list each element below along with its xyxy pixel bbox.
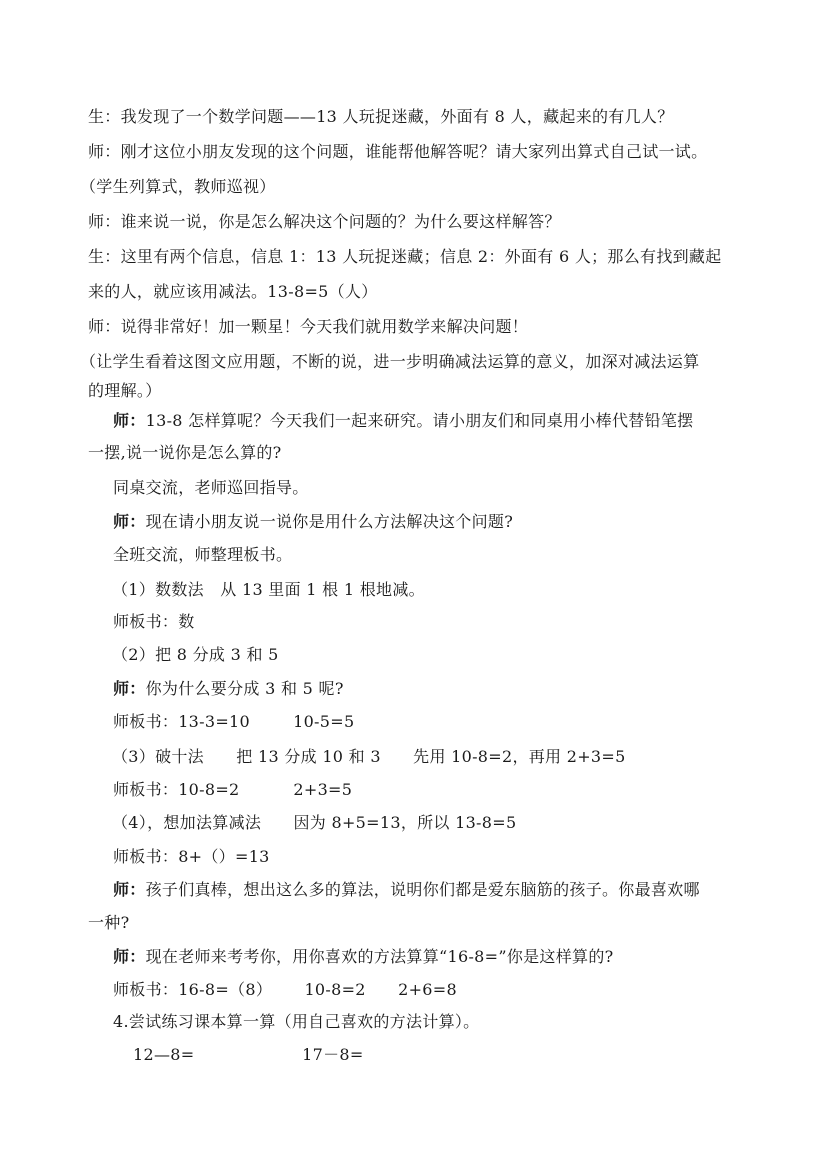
text-line: 师板书：16-8=（8） 10-8=2 2+6=8 xyxy=(113,980,457,999)
text-line: 师：你为什么要分成 3 和 5 呢? xyxy=(113,679,344,698)
text-line: 师板书：10-8=2 2+3=5 xyxy=(113,780,353,799)
text-line: 同桌交流，老师巡回指导。 xyxy=(113,478,309,497)
text-line: 12—8= 17－8= xyxy=(133,1045,364,1064)
text-line: （学生列算式，教师巡视） xyxy=(80,177,276,196)
text-line: 师板书：8+（）=13 xyxy=(113,847,270,866)
text-line: （让学生看着这图文应用题，不断的说，进一步明确减法运算的意义，加深对减法运算 xyxy=(80,352,700,371)
text-line: 师：13-8 怎样算呢？今天我们一起来研究。请小朋友们和同桌用小棒代替铅笔摆 xyxy=(113,411,694,430)
text-line: 师：孩子们真棒，想出这么多的算法，说明你们都是爱东脑筋的孩子。你最喜欢哪 xyxy=(113,880,700,899)
text-line: 一摆,说一说你是怎么算的? xyxy=(88,443,282,462)
text-line: 师板书：数 xyxy=(113,612,195,631)
text-line: （4），想加法算减法 因为 8+5=13，所以 13-8=5 xyxy=(112,813,517,832)
text-line: 全班交流，师整理板书。 xyxy=(113,545,293,564)
text-line: （3）破十法 把 13 分成 10 和 3 先用 10-8=2，再用 2+3=5 xyxy=(112,747,626,766)
text-line: 师：谁来说一说，你是怎么解决这个问题的？为什么要这样解答？ xyxy=(88,212,561,231)
text-line: 一种? xyxy=(88,913,130,932)
text-line: 4.尝试练习课本算一算（用自己喜欢的方法计算）。 xyxy=(113,1012,480,1031)
text-line: 生：我发现了一个数学问题——13 人玩捉迷藏，外面有 8 人，藏起来的有几人？ xyxy=(88,107,674,126)
text-line: 的理解。） xyxy=(88,381,162,400)
text-line: 师：现在老师来考考你，用你喜欢的方法算算“16-8=”你是这样算的? xyxy=(113,947,614,966)
text-line: 来的人，就应该用减法。13-8=5（人） xyxy=(88,282,378,301)
text-line: 师：刚才这位小朋友发现的这个问题，谁能帮他解答呢？请大家列出算式自己试一试。 xyxy=(88,142,708,161)
text-line: （2）把 8 分成 3 和 5 xyxy=(112,645,279,664)
text-line: 师板书：13-3=10 10-5=5 xyxy=(113,712,355,731)
text-line: 生：这里有两个信息，信息 1：13 人玩捉迷藏；信息 2：外面有 6 人；那么有找到藏起 xyxy=(88,247,722,266)
text-line: 师：现在请小朋友说一说你是用什么方法解决这个问题? xyxy=(113,512,514,531)
text-line: 师：说得非常好！加一颗星！今天我们就用数学来解决问题！ xyxy=(88,317,529,336)
text-line: （1）数数法 从 13 里面 1 根 1 根地减。 xyxy=(112,580,425,599)
